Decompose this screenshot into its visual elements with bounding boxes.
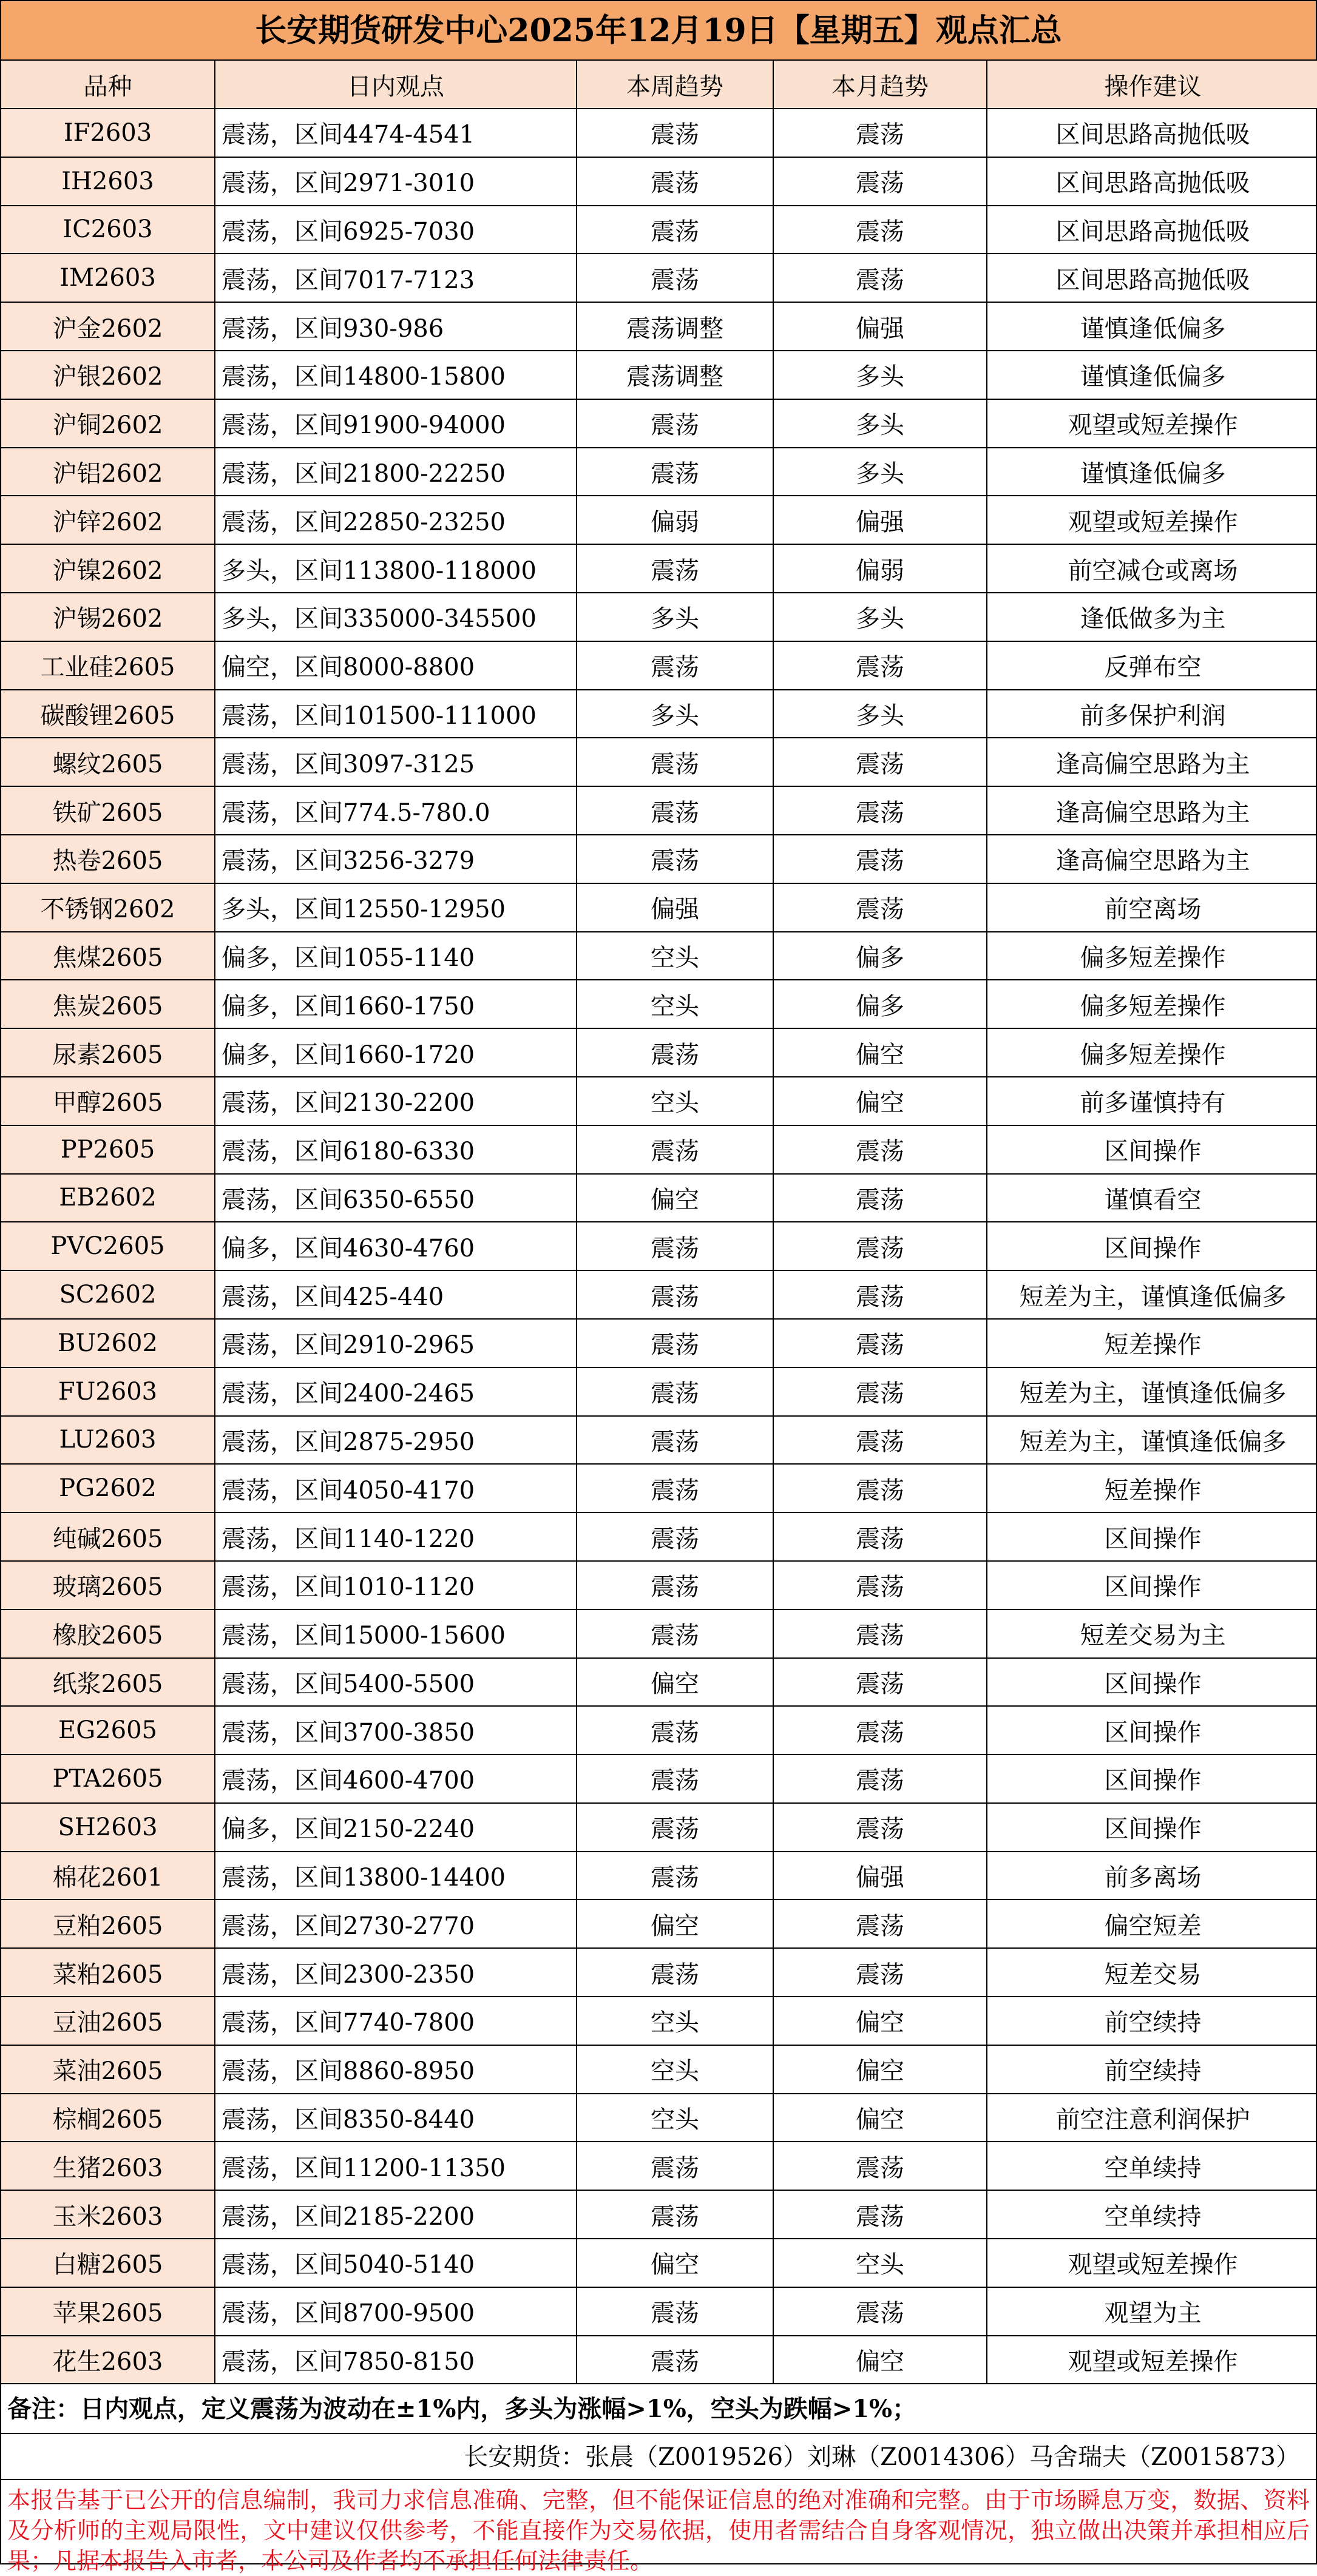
intraday-view-cell: 偏空，区间8000-8800 bbox=[215, 641, 577, 690]
weekly-trend-cell: 空头 bbox=[577, 2094, 773, 2142]
weekly-trend-cell: 震荡 bbox=[577, 641, 773, 690]
intraday-view-cell: 震荡，区间2910-2965 bbox=[215, 1319, 577, 1367]
advice-cell: 逢高偏空思路为主 bbox=[987, 786, 1317, 835]
weekly-trend-cell: 震荡 bbox=[577, 448, 773, 496]
product-cell: 沪银2602 bbox=[1, 351, 215, 399]
table-row bbox=[1, 1319, 1317, 1367]
advice-cell: 前空离场 bbox=[987, 883, 1317, 932]
product-cell: EB2602 bbox=[1, 1174, 215, 1222]
table-row bbox=[1, 206, 1317, 254]
product-cell: PTA2605 bbox=[1, 1755, 215, 1803]
monthly-trend-cell: 震荡 bbox=[773, 1512, 987, 1561]
monthly-trend-cell: 震荡 bbox=[773, 2287, 987, 2336]
monthly-trend-cell: 震荡 bbox=[773, 1367, 987, 1416]
advice-cell: 偏多短差操作 bbox=[987, 980, 1317, 1028]
intraday-view-cell: 震荡，区间4050-4170 bbox=[215, 1464, 577, 1512]
advice-cell: 观望或短差操作 bbox=[987, 399, 1317, 448]
monthly-trend-cell: 多头 bbox=[773, 351, 987, 399]
product-cell: SC2602 bbox=[1, 1270, 215, 1319]
monthly-trend-cell: 震荡 bbox=[773, 1948, 987, 1997]
product-cell: IF2603 bbox=[1, 109, 215, 157]
product-cell: 沪锌2602 bbox=[1, 496, 215, 544]
product-cell: 玻璃2605 bbox=[1, 1561, 215, 1610]
monthly-trend-cell: 偏空 bbox=[773, 1028, 987, 1077]
product-cell: LU2603 bbox=[1, 1416, 215, 1465]
advice-cell: 偏多短差操作 bbox=[987, 1028, 1317, 1077]
advice-cell: 短差操作 bbox=[987, 1319, 1317, 1367]
table-row bbox=[1, 738, 1317, 786]
product-cell: FU2603 bbox=[1, 1367, 215, 1416]
product-cell: PG2602 bbox=[1, 1464, 215, 1512]
table-row bbox=[1, 593, 1317, 641]
weekly-trend-cell: 震荡 bbox=[577, 1367, 773, 1416]
monthly-trend-cell: 震荡 bbox=[773, 2190, 987, 2239]
weekly-trend-cell: 震荡 bbox=[577, 109, 773, 157]
advice-cell: 区间操作 bbox=[987, 1125, 1317, 1174]
col-header-product: 品种 bbox=[1, 61, 215, 109]
product-cell: 纯碱2605 bbox=[1, 1512, 215, 1561]
weekly-trend-cell: 震荡 bbox=[577, 1610, 773, 1658]
monthly-trend-cell: 震荡 bbox=[773, 1222, 987, 1270]
monthly-trend-cell: 震荡 bbox=[773, 2142, 987, 2190]
monthly-trend-cell: 多头 bbox=[773, 399, 987, 448]
advice-cell: 前多离场 bbox=[987, 1852, 1317, 1900]
weekly-trend-cell: 偏空 bbox=[577, 1658, 773, 1707]
advice-cell: 观望或短差操作 bbox=[987, 2239, 1317, 2287]
intraday-view-cell: 震荡，区间14800-15800 bbox=[215, 351, 577, 399]
table-row bbox=[1, 786, 1317, 835]
intraday-view-cell: 震荡，区间13800-14400 bbox=[215, 1852, 577, 1900]
product-cell: 热卷2605 bbox=[1, 835, 215, 883]
product-cell: 菜粕2605 bbox=[1, 1948, 215, 1997]
table-row bbox=[1, 2239, 1317, 2287]
monthly-trend-cell: 震荡 bbox=[773, 1319, 987, 1367]
table-row bbox=[1, 1367, 1317, 1416]
intraday-view-cell: 震荡，区间21800-22250 bbox=[215, 448, 577, 496]
monthly-trend-cell: 多头 bbox=[773, 593, 987, 641]
weekly-trend-cell: 空头 bbox=[577, 1077, 773, 1125]
weekly-trend-cell: 震荡 bbox=[577, 1803, 773, 1852]
intraday-view-cell: 震荡，区间2185-2200 bbox=[215, 2190, 577, 2239]
product-cell: 菜油2605 bbox=[1, 2045, 215, 2094]
advice-cell: 谨慎逢低偏多 bbox=[987, 302, 1317, 351]
weekly-trend-cell: 震荡调整 bbox=[577, 302, 773, 351]
intraday-view-cell: 震荡，区间1140-1220 bbox=[215, 1512, 577, 1561]
table-row bbox=[1, 1512, 1317, 1561]
weekly-trend-cell: 震荡 bbox=[577, 1512, 773, 1561]
table-row bbox=[1, 1948, 1317, 1997]
footnote: 备注：日内观点，定义震荡为波动在±1%内，多头为涨幅>1%，空头为跌幅>1%； bbox=[1, 2384, 1316, 2434]
weekly-trend-cell: 偏空 bbox=[577, 2239, 773, 2287]
product-cell: 螺纹2605 bbox=[1, 738, 215, 786]
product-cell: 甲醇2605 bbox=[1, 1077, 215, 1125]
weekly-trend-cell: 震荡 bbox=[577, 1852, 773, 1900]
views-table bbox=[1, 61, 1317, 2384]
advice-cell: 前空续持 bbox=[987, 2045, 1317, 2094]
monthly-trend-cell: 偏多 bbox=[773, 932, 987, 980]
advice-cell: 空单续持 bbox=[987, 2190, 1317, 2239]
header-row bbox=[1, 61, 1317, 109]
table-row bbox=[1, 2045, 1317, 2094]
intraday-view-cell: 震荡，区间425-440 bbox=[215, 1270, 577, 1319]
report-title: 长安期货研发中心2025年12月19日【星期五】观点汇总 bbox=[1, 1, 1316, 61]
monthly-trend-cell: 震荡 bbox=[773, 1610, 987, 1658]
intraday-view-cell: 震荡，区间774.5-780.0 bbox=[215, 786, 577, 835]
table-row bbox=[1, 1658, 1317, 1707]
table-row bbox=[1, 2190, 1317, 2239]
col-header-intraday-view: 日内观点 bbox=[215, 61, 577, 109]
intraday-view-cell: 震荡，区间8700-9500 bbox=[215, 2287, 577, 2336]
table-row bbox=[1, 1416, 1317, 1465]
product-cell: PVC2605 bbox=[1, 1222, 215, 1270]
disclaimer: 本报告基于已公开的信息编制，我司力求信息准确、完整，但不能保证信息的绝对准确和完整。由于市场瞬息万变，数据、资料及分析师的主观局限性，文中建议仅供参考，不能直接作为交易依据，使用者需结合自身客观情况，独立做出决策并承担相应后果；凡据本报告入市者，本公司及作者均不承担任何法律责任。 bbox=[7, 2487, 1310, 2575]
monthly-trend-cell: 震荡 bbox=[773, 1174, 987, 1222]
weekly-trend-cell: 震荡 bbox=[577, 544, 773, 593]
weekly-trend-cell: 多头 bbox=[577, 593, 773, 641]
advice-cell: 短差操作 bbox=[987, 1464, 1317, 1512]
product-cell: 白糖2605 bbox=[1, 2239, 215, 2287]
product-cell: 焦炭2605 bbox=[1, 980, 215, 1028]
monthly-trend-cell: 震荡 bbox=[773, 1658, 987, 1707]
monthly-trend-cell: 震荡 bbox=[773, 1803, 987, 1852]
advice-cell: 逢低做多为主 bbox=[987, 593, 1317, 641]
weekly-trend-cell: 震荡 bbox=[577, 786, 773, 835]
advice-cell: 区间思路高抛低吸 bbox=[987, 109, 1317, 157]
intraday-view-cell: 震荡，区间3256-3279 bbox=[215, 835, 577, 883]
monthly-trend-cell: 偏空 bbox=[773, 2045, 987, 2094]
intraday-view-cell: 偏多，区间1055-1140 bbox=[215, 932, 577, 980]
table-body bbox=[1, 109, 1317, 2384]
intraday-view-cell: 震荡，区间4600-4700 bbox=[215, 1755, 577, 1803]
table-row bbox=[1, 1174, 1317, 1222]
product-cell: 铁矿2605 bbox=[1, 786, 215, 835]
product-cell: 生猪2603 bbox=[1, 2142, 215, 2190]
table-row bbox=[1, 1900, 1317, 1948]
monthly-trend-cell: 多头 bbox=[773, 690, 987, 738]
table-row bbox=[1, 883, 1317, 932]
monthly-trend-cell: 偏空 bbox=[773, 2094, 987, 2142]
weekly-trend-cell: 震荡 bbox=[577, 206, 773, 254]
product-cell: 沪镍2602 bbox=[1, 544, 215, 593]
table-row bbox=[1, 641, 1317, 690]
intraday-view-cell: 震荡，区间101500-111000 bbox=[215, 690, 577, 738]
intraday-view-cell: 震荡，区间91900-94000 bbox=[215, 399, 577, 448]
monthly-trend-cell: 震荡 bbox=[773, 1706, 987, 1755]
product-cell: 沪铜2602 bbox=[1, 399, 215, 448]
advice-cell: 区间操作 bbox=[987, 1803, 1317, 1852]
weekly-trend-cell: 震荡 bbox=[577, 1706, 773, 1755]
weekly-trend-cell: 震荡 bbox=[577, 1464, 773, 1512]
advice-cell: 区间思路高抛低吸 bbox=[987, 157, 1317, 206]
weekly-trend-cell: 震荡 bbox=[577, 1755, 773, 1803]
table-row bbox=[1, 302, 1317, 351]
intraday-view-cell: 偏多，区间1660-1750 bbox=[215, 980, 577, 1028]
weekly-trend-cell: 多头 bbox=[577, 690, 773, 738]
table-row bbox=[1, 1222, 1317, 1270]
intraday-view-cell: 震荡，区间4474-4541 bbox=[215, 109, 577, 157]
weekly-trend-cell: 震荡 bbox=[577, 2190, 773, 2239]
product-cell: SH2603 bbox=[1, 1803, 215, 1852]
table-row bbox=[1, 351, 1317, 399]
advice-cell: 前空注意利润保护 bbox=[987, 2094, 1317, 2142]
monthly-trend-cell: 震荡 bbox=[773, 1125, 987, 1174]
table-row bbox=[1, 2336, 1317, 2384]
monthly-trend-cell: 震荡 bbox=[773, 1900, 987, 1948]
monthly-trend-cell: 偏强 bbox=[773, 496, 987, 544]
table-row bbox=[1, 1125, 1317, 1174]
product-cell: 豆粕2605 bbox=[1, 1900, 215, 1948]
intraday-view-cell: 震荡，区间2730-2770 bbox=[215, 1900, 577, 1948]
product-cell: 尿素2605 bbox=[1, 1028, 215, 1077]
table-row bbox=[1, 1561, 1317, 1610]
advice-cell: 谨慎看空 bbox=[987, 1174, 1317, 1222]
monthly-trend-cell: 震荡 bbox=[773, 254, 987, 302]
monthly-trend-cell: 震荡 bbox=[773, 109, 987, 157]
table-row bbox=[1, 1464, 1317, 1512]
product-cell: 碳酸锂2605 bbox=[1, 690, 215, 738]
intraday-view-cell: 偏多，区间2150-2240 bbox=[215, 1803, 577, 1852]
table-row bbox=[1, 544, 1317, 593]
monthly-trend-cell: 震荡 bbox=[773, 883, 987, 932]
table-row bbox=[1, 1755, 1317, 1803]
monthly-trend-cell: 震荡 bbox=[773, 1464, 987, 1512]
monthly-trend-cell: 震荡 bbox=[773, 206, 987, 254]
intraday-view-cell: 偏多，区间1660-1720 bbox=[215, 1028, 577, 1077]
advice-cell: 短差交易 bbox=[987, 1948, 1317, 1997]
product-cell: IC2603 bbox=[1, 206, 215, 254]
intraday-view-cell: 震荡，区间22850-23250 bbox=[215, 496, 577, 544]
product-cell: IM2603 bbox=[1, 254, 215, 302]
weekly-trend-cell: 偏弱 bbox=[577, 496, 773, 544]
monthly-trend-cell: 震荡 bbox=[773, 738, 987, 786]
table-row bbox=[1, 399, 1317, 448]
advice-cell: 前空减仓或离场 bbox=[987, 544, 1317, 593]
intraday-view-cell: 震荡，区间6180-6330 bbox=[215, 1125, 577, 1174]
monthly-trend-cell: 震荡 bbox=[773, 835, 987, 883]
advice-cell: 逢高偏空思路为主 bbox=[987, 738, 1317, 786]
product-cell: 焦煤2605 bbox=[1, 932, 215, 980]
col-header-monthly-trend: 本月趋势 bbox=[773, 61, 987, 109]
table-row bbox=[1, 1270, 1317, 1319]
intraday-view-cell: 震荡，区间7740-7800 bbox=[215, 1997, 577, 2045]
weekly-trend-cell: 震荡 bbox=[577, 2142, 773, 2190]
product-cell: 豆油2605 bbox=[1, 1997, 215, 2045]
weekly-trend-cell: 偏强 bbox=[577, 883, 773, 932]
table-row bbox=[1, 1997, 1317, 2045]
intraday-view-cell: 震荡，区间3097-3125 bbox=[215, 738, 577, 786]
weekly-trend-cell: 震荡 bbox=[577, 738, 773, 786]
table-row bbox=[1, 1852, 1317, 1900]
monthly-trend-cell: 震荡 bbox=[773, 786, 987, 835]
weekly-trend-cell: 震荡 bbox=[577, 835, 773, 883]
product-cell: 花生2603 bbox=[1, 2336, 215, 2384]
monthly-trend-cell: 偏空 bbox=[773, 2336, 987, 2384]
weekly-trend-cell: 震荡 bbox=[577, 399, 773, 448]
weekly-trend-cell: 空头 bbox=[577, 1997, 773, 2045]
advice-cell: 短差为主，谨慎逢低偏多 bbox=[987, 1270, 1317, 1319]
authors-line: 长安期货：张晨（Z0019526）刘琳（Z0014306）马舍瑞夫（Z0015873） bbox=[1, 2434, 1316, 2480]
intraday-view-cell: 震荡，区间1010-1120 bbox=[215, 1561, 577, 1610]
weekly-trend-cell: 震荡 bbox=[577, 2336, 773, 2384]
advice-cell: 逢高偏空思路为主 bbox=[987, 835, 1317, 883]
col-header-weekly-trend: 本周趋势 bbox=[577, 61, 773, 109]
product-cell: IH2603 bbox=[1, 157, 215, 206]
intraday-view-cell: 震荡，区间2130-2200 bbox=[215, 1077, 577, 1125]
table-row bbox=[1, 932, 1317, 980]
advice-cell: 短差交易为主 bbox=[987, 1610, 1317, 1658]
advice-cell: 观望或短差操作 bbox=[987, 496, 1317, 544]
product-cell: 不锈钢2602 bbox=[1, 883, 215, 932]
table-row bbox=[1, 2287, 1317, 2336]
weekly-trend-cell: 震荡 bbox=[577, 1125, 773, 1174]
product-cell: 工业硅2605 bbox=[1, 641, 215, 690]
table-row bbox=[1, 1803, 1317, 1852]
intraday-view-cell: 多头，区间12550-12950 bbox=[215, 883, 577, 932]
advice-cell: 区间操作 bbox=[987, 1512, 1317, 1561]
advice-cell: 短差为主，谨慎逢低偏多 bbox=[987, 1367, 1317, 1416]
advice-cell: 空单续持 bbox=[987, 2142, 1317, 2190]
monthly-trend-cell: 偏强 bbox=[773, 1852, 987, 1900]
product-cell: 玉米2603 bbox=[1, 2190, 215, 2239]
table-row bbox=[1, 254, 1317, 302]
weekly-trend-cell: 震荡 bbox=[577, 1319, 773, 1367]
intraday-view-cell: 震荡，区间930-986 bbox=[215, 302, 577, 351]
weekly-trend-cell: 震荡 bbox=[577, 157, 773, 206]
intraday-view-cell: 震荡，区间2971-3010 bbox=[215, 157, 577, 206]
col-header-advice: 操作建议 bbox=[987, 61, 1317, 109]
product-cell: 沪锡2602 bbox=[1, 593, 215, 641]
weekly-trend-cell: 震荡 bbox=[577, 1948, 773, 1997]
weekly-trend-cell: 偏空 bbox=[577, 1900, 773, 1948]
weekly-trend-cell: 空头 bbox=[577, 932, 773, 980]
advice-cell: 观望为主 bbox=[987, 2287, 1317, 2336]
advice-cell: 反弹布空 bbox=[987, 641, 1317, 690]
advice-cell: 区间操作 bbox=[987, 1222, 1317, 1270]
intraday-view-cell: 震荡，区间15000-15600 bbox=[215, 1610, 577, 1658]
advice-cell: 谨慎逢低偏多 bbox=[987, 351, 1317, 399]
table-row bbox=[1, 835, 1317, 883]
advice-cell: 区间思路高抛低吸 bbox=[987, 254, 1317, 302]
monthly-trend-cell: 震荡 bbox=[773, 1755, 987, 1803]
monthly-trend-cell: 偏空 bbox=[773, 1997, 987, 2045]
monthly-trend-cell: 空头 bbox=[773, 2239, 987, 2287]
table-row bbox=[1, 1028, 1317, 1077]
product-cell: 苹果2605 bbox=[1, 2287, 215, 2336]
advice-cell: 区间思路高抛低吸 bbox=[987, 206, 1317, 254]
intraday-view-cell: 震荡，区间7850-8150 bbox=[215, 2336, 577, 2384]
table-row bbox=[1, 157, 1317, 206]
product-cell: PP2605 bbox=[1, 1125, 215, 1174]
weekly-trend-cell: 震荡 bbox=[577, 1270, 773, 1319]
product-cell: BU2602 bbox=[1, 1319, 215, 1367]
advice-cell: 短差为主，谨慎逢低偏多 bbox=[987, 1416, 1317, 1465]
intraday-view-cell: 震荡，区间6925-7030 bbox=[215, 206, 577, 254]
table-row bbox=[1, 690, 1317, 738]
monthly-trend-cell: 震荡 bbox=[773, 1561, 987, 1610]
monthly-trend-cell: 多头 bbox=[773, 448, 987, 496]
intraday-view-cell: 震荡，区间8350-8440 bbox=[215, 2094, 577, 2142]
advice-cell: 偏空短差 bbox=[987, 1900, 1317, 1948]
table-row bbox=[1, 1610, 1317, 1658]
intraday-view-cell: 震荡，区间5040-5140 bbox=[215, 2239, 577, 2287]
monthly-trend-cell: 偏空 bbox=[773, 1077, 987, 1125]
weekly-trend-cell: 震荡调整 bbox=[577, 351, 773, 399]
table-row bbox=[1, 1706, 1317, 1755]
advice-cell: 前多保护利润 bbox=[987, 690, 1317, 738]
product-cell: 沪金2602 bbox=[1, 302, 215, 351]
weekly-trend-cell: 偏空 bbox=[577, 1174, 773, 1222]
table-row bbox=[1, 496, 1317, 544]
monthly-trend-cell: 偏强 bbox=[773, 302, 987, 351]
advice-cell: 前空续持 bbox=[987, 1997, 1317, 2045]
intraday-view-cell: 震荡，区间11200-11350 bbox=[215, 2142, 577, 2190]
product-cell: 沪铝2602 bbox=[1, 448, 215, 496]
intraday-view-cell: 震荡，区间2300-2350 bbox=[215, 1948, 577, 1997]
advice-cell: 观望或短差操作 bbox=[987, 2336, 1317, 2384]
advice-cell: 区间操作 bbox=[987, 1561, 1317, 1610]
weekly-trend-cell: 空头 bbox=[577, 2045, 773, 2094]
intraday-view-cell: 震荡，区间2400-2465 bbox=[215, 1367, 577, 1416]
table-row bbox=[1, 2142, 1317, 2190]
intraday-view-cell: 震荡，区间2875-2950 bbox=[215, 1416, 577, 1465]
advice-cell: 区间操作 bbox=[987, 1706, 1317, 1755]
advice-cell: 前多谨慎持有 bbox=[987, 1077, 1317, 1125]
product-cell: 纸浆2605 bbox=[1, 1658, 215, 1707]
product-cell: 棉花2601 bbox=[1, 1852, 215, 1900]
monthly-trend-cell: 偏弱 bbox=[773, 544, 987, 593]
table-row bbox=[1, 1077, 1317, 1125]
weekly-trend-cell: 震荡 bbox=[577, 2287, 773, 2336]
weekly-trend-cell: 震荡 bbox=[577, 1561, 773, 1610]
monthly-trend-cell: 震荡 bbox=[773, 1270, 987, 1319]
weekly-trend-cell: 空头 bbox=[577, 980, 773, 1028]
intraday-view-cell: 震荡，区间6350-6550 bbox=[215, 1174, 577, 1222]
advice-cell: 区间操作 bbox=[987, 1658, 1317, 1707]
intraday-view-cell: 多头，区间113800-118000 bbox=[215, 544, 577, 593]
table-row bbox=[1, 980, 1317, 1028]
intraday-view-cell: 多头，区间335000-345500 bbox=[215, 593, 577, 641]
weekly-trend-cell: 震荡 bbox=[577, 1416, 773, 1465]
monthly-trend-cell: 震荡 bbox=[773, 157, 987, 206]
intraday-view-cell: 震荡，区间3700-3850 bbox=[215, 1706, 577, 1755]
advice-cell: 区间操作 bbox=[987, 1755, 1317, 1803]
table-row bbox=[1, 448, 1317, 496]
intraday-view-cell: 震荡，区间7017-7123 bbox=[215, 254, 577, 302]
product-cell: 橡胶2605 bbox=[1, 1610, 215, 1658]
intraday-view-cell: 震荡，区间8860-8950 bbox=[215, 2045, 577, 2094]
table-row bbox=[1, 109, 1317, 157]
weekly-trend-cell: 震荡 bbox=[577, 254, 773, 302]
advice-cell: 偏多短差操作 bbox=[987, 932, 1317, 980]
monthly-trend-cell: 偏多 bbox=[773, 980, 987, 1028]
advice-cell: 谨慎逢低偏多 bbox=[987, 448, 1317, 496]
monthly-trend-cell: 震荡 bbox=[773, 641, 987, 690]
monthly-trend-cell: 震荡 bbox=[773, 1416, 987, 1465]
product-cell: 棕榈2605 bbox=[1, 2094, 215, 2142]
weekly-trend-cell: 震荡 bbox=[577, 1028, 773, 1077]
weekly-trend-cell: 震荡 bbox=[577, 1222, 773, 1270]
intraday-view-cell: 偏多，区间4630-4760 bbox=[215, 1222, 577, 1270]
table-row bbox=[1, 2094, 1317, 2142]
product-cell: EG2605 bbox=[1, 1706, 215, 1755]
intraday-view-cell: 震荡，区间5400-5500 bbox=[215, 1658, 577, 1707]
